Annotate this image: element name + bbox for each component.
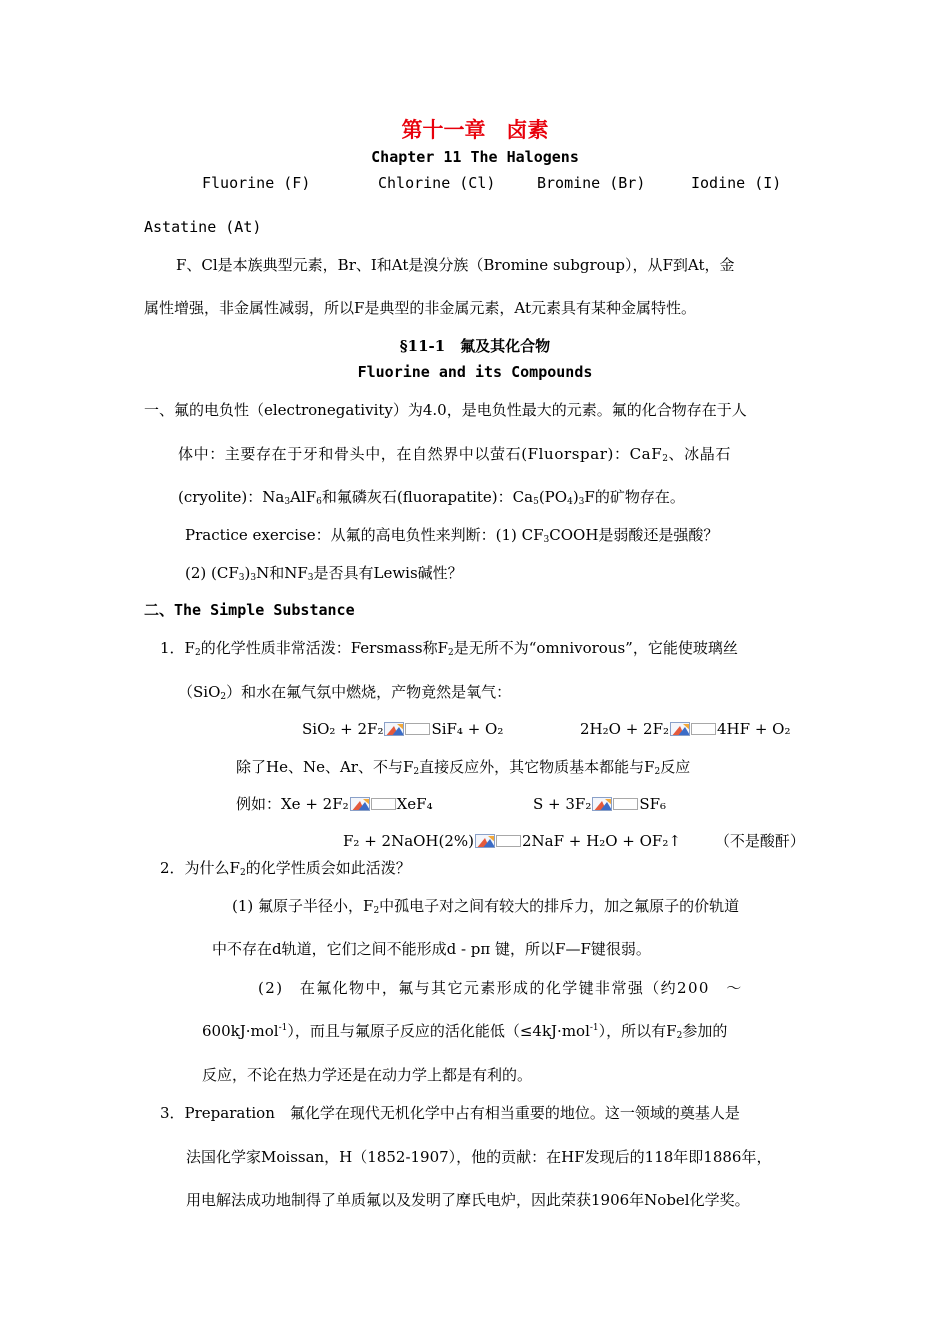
reason2-line-2: 600kJ·mol$^{-1}$），而且与氟原子反应的活化能低（≤4kJ·mol$^{-1}$），所以有$F_2$参加的	[202, 1022, 728, 1041]
element-fluorine: Fluorine (F)	[202, 174, 311, 192]
reason1-line-1: (1) 氟原子半径小，$F_2$中孤电子对之间有较大的排斥力，加之氟原子的价轨道	[232, 897, 740, 916]
element-chlorine: Chlorine (Cl)	[378, 174, 496, 192]
chapter-subtitle: Chapter 11 The Halogens	[371, 148, 579, 166]
note-reactivity: 除了He、Ne、Ar、不与$F_2$直接反应外，其它物质基本都能与$F_2$反应	[236, 758, 691, 777]
section-heading-en: Fluorine and its Compounds	[357, 363, 593, 381]
practice-exercise-2: (2) $(CF_3)_3N$和$NF_3$是否具有Lewis碱性？	[185, 564, 463, 583]
reaction-arrow-image	[670, 722, 716, 736]
element-astatine: Astatine (At)	[144, 218, 262, 236]
item3-line-2: 法国化学家Moissan，H（1852-1907），他的贡献：在HF发现后的118年即1886年，	[186, 1148, 772, 1166]
practice-exercise-1: Practice exercise：从氟的高电负性来判断：(1) $CF_3COOH$是弱酸还是强酸？	[185, 526, 719, 545]
reaction-arrow-image	[592, 797, 638, 811]
element-iodine: Iodine (I)	[691, 174, 782, 192]
item1-line-1: 1．$F_2$的化学性质非常活泼：Fersmass称$F_2$是无所不为“omnivorous”，它能使玻璃丝	[160, 639, 738, 658]
equation-of2: F₂ + 2NaOH(2%) 2NaF + H₂O + OF₂↑ （不是酸酐）	[343, 832, 805, 850]
item3-line-3: 用电解法成功地制得了单质氟以及发明了摩氏电炉，因此荣获1906年Nobel化学奖。	[186, 1191, 750, 1209]
reason2-line-1: (2) 在氟化物中，氟与其它元素形成的化学键非常强（约200 ～	[258, 979, 743, 997]
reaction-arrow-image	[384, 722, 430, 736]
element-bromine: Bromine (Br)	[537, 174, 646, 192]
part1-line-2: 体中：主要存在于牙和骨头中，在自然界中以萤石(Fluorspar)：CaF$_2$、冰晶石	[178, 445, 731, 464]
reaction-arrow-image	[350, 797, 396, 811]
reason1-line-2: 中不存在d轨道，它们之间不能形成d - pπ 键，所以F—F键很弱。	[212, 940, 651, 958]
equation-xef4: 例如：Xe + 2F₂ XeF₄	[236, 795, 433, 813]
intro-line-2: 属性增强，非金属性减弱，所以F是典型的非金属元素，At元素具有某种金属特性。	[144, 299, 697, 317]
reaction-arrow-image	[475, 834, 521, 848]
intro-line-1: F、Cl是本族典型元素，Br、I和At是溴分族（Bromine subgroup），从F到At，金	[176, 256, 735, 274]
chapter-title: 第十一章 卤素	[401, 117, 549, 142]
item3-line-1: 3．Preparation 氟化学在现代无机化学中占有相当重要的地位。这一领域的奠基人是	[160, 1104, 740, 1122]
item2-question: 2．为什么$F_2$的化学性质会如此活泼？	[160, 859, 411, 878]
reason2-line-3: 反应，不论在热力学还是在动力学上都是有利的。	[202, 1066, 533, 1084]
section-heading-cn: §11-1 氟及其化合物	[399, 337, 551, 355]
item1-line-2: （SiO$_2$）和水在氟气氛中燃烧，产物竟然是氧气：	[178, 683, 512, 702]
equation-sf6: S + 3F₂ SF₆	[533, 795, 667, 813]
part1-line-3: (cryolite)：$Na_3AlF_6$和氟磷灰石(fluorapatite)：$Ca_5(PO_4)_3F$的矿物存在。	[178, 488, 685, 507]
part2-heading: 二、The Simple Substance	[144, 601, 355, 619]
equation-sif4: SiO₂ + 2F₂ SiF₄ + O₂	[302, 720, 504, 738]
part1-line-1: 一、氟的电负性（electronegativity）为4.0，是电负性最大的元素。氟的化合物存在于人	[144, 401, 747, 419]
equation-hf: 2H₂O + 2F₂ 4HF + O₂	[580, 720, 791, 738]
equation-note: （不是酸酐）	[714, 832, 805, 850]
